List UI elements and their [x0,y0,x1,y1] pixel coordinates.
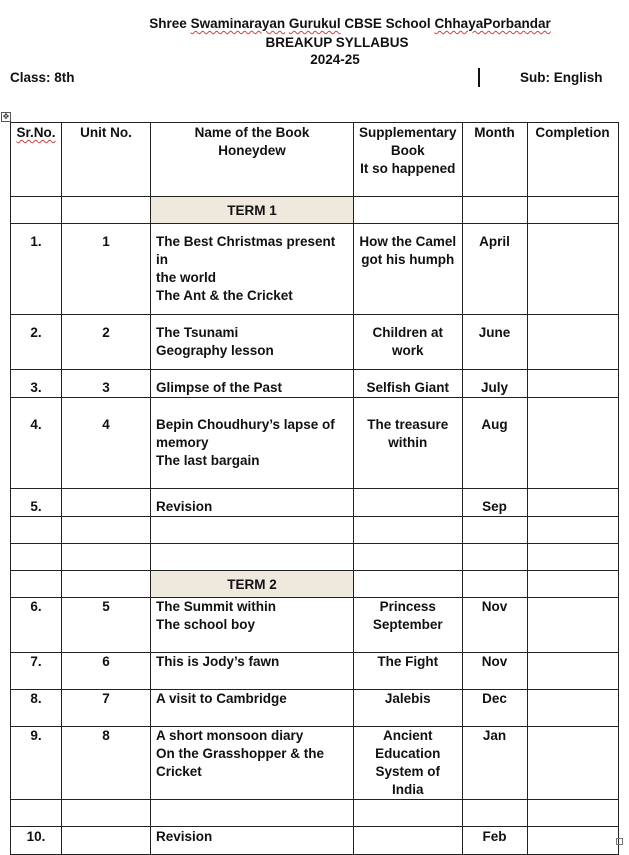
table-row [11,398,619,489]
unit-cell: 3 [62,370,151,398]
book-cell: A visit to Cambridge [151,690,354,727]
text-cursor [478,68,480,87]
book-cell: A short monsoon diary On the Grasshopper & the Cricket [151,727,354,800]
sr-cell: 2. [11,315,62,370]
completion-cell[interactable] [527,315,618,370]
school-name-mid: CBSE School [344,16,431,31]
school-name [0,15,629,33]
month-cell: Sep [462,489,527,517]
supplementary-cell [354,827,463,855]
table-row [11,690,619,727]
supplementary-cell: The treasure within [354,398,463,489]
col-header-sr: Sr.No. [11,123,62,197]
completion-cell[interactable] [527,827,618,855]
empty-row [11,544,619,571]
sr-cell: 3. [11,370,62,398]
col-header-month: Month [462,123,527,197]
unit-cell: 7 [62,690,151,727]
table-row [11,370,619,398]
sr-cell: 4. [11,398,62,489]
academic-year: 2024-25 [310,52,360,67]
table-row [11,224,619,315]
supplementary-cell: The Fight [354,653,463,690]
book-cell: This is Jody’s fawn [151,653,354,690]
month-cell: June [462,315,527,370]
supplementary-cell [354,489,463,517]
completion-cell[interactable] [527,690,618,727]
month-cell: July [462,370,527,398]
completion-cell[interactable] [527,370,618,398]
document-title: BREAKUP SYLLABUS [265,35,409,50]
empty-row [11,517,619,544]
unit-cell [62,489,151,517]
sr-cell: 9. [11,727,62,800]
completion-cell[interactable] [527,653,618,690]
month-cell: Aug [462,398,527,489]
unit-cell: 6 [62,653,151,690]
table-row [11,827,619,855]
subject-label: Sub: English [520,70,603,85]
unit-cell: 5 [62,598,151,653]
book-cell: The Tsunami Geography lesson [151,315,354,370]
table-resize-handle[interactable] [616,838,623,845]
table-row [11,598,619,653]
col-header-book: Name of the Book Honeydew [151,123,354,197]
completion-cell[interactable] [527,224,618,315]
supplementary-cell: Children at work [354,315,463,370]
supplementary-cell: Princess September [354,598,463,653]
term-row [11,197,619,224]
class-label: Class: 8th [10,70,75,85]
table-move-handle-icon[interactable]: ✥ [2,112,10,121]
col-header-unit: Unit No. [62,123,151,197]
school-prefix: Shree [149,16,187,31]
table-row [11,315,619,370]
school-place: ChhayaPorbandar [434,16,551,31]
term-1-label: TERM 1 [151,197,354,224]
school-name-part-1: Swaminarayan [190,16,286,31]
sr-cell: 7. [11,653,62,690]
syllabus-table [10,122,619,855]
term-2-label: TERM 2 [151,571,354,598]
header-row [11,123,619,197]
sr-cell: 8. [11,690,62,727]
unit-cell [62,827,151,855]
empty-row [11,800,619,827]
table-row [11,653,619,690]
month-cell: Feb [462,827,527,855]
table-row [11,489,619,517]
col-header-completion: Completion [527,123,618,197]
book-cell: Revision [151,827,354,855]
book-cell: Glimpse of the Past [151,370,354,398]
completion-cell[interactable] [527,489,618,517]
unit-cell: 2 [62,315,151,370]
book-cell: The Best Christmas present in the world The Ant & the Cricket [151,224,354,315]
month-cell: Nov [462,653,527,690]
sr-cell: 1. [11,224,62,315]
completion-cell[interactable] [527,398,618,489]
supplementary-cell: Jalebis [354,690,463,727]
school-name-part-2: Gurukul [288,16,341,31]
month-cell: Dec [462,690,527,727]
month-cell: Jan [462,727,527,800]
completion-cell[interactable] [527,598,618,653]
sr-cell: 6. [11,598,62,653]
sr-cell: 10. [11,827,62,855]
unit-cell: 8 [62,727,151,800]
book-cell: Bepin Choudhury’s lapse of memory The last bargain [151,398,354,489]
month-cell: Nov [462,598,527,653]
completion-cell[interactable] [527,727,618,800]
supplementary-cell: Selfish Giant [354,370,463,398]
unit-cell: 1 [62,224,151,315]
book-cell: Revision [151,489,354,517]
table-row [11,727,619,800]
month-cell: April [462,224,527,315]
term-row [11,571,619,598]
sr-cell: 5. [11,489,62,517]
supplementary-cell: Ancient Education System of India [354,727,463,800]
unit-cell: 4 [62,398,151,489]
col-header-supplementary: Supplementary Book It so happened [354,123,463,197]
book-cell: The Summit within The school boy [151,598,354,653]
supplementary-cell: How the Camel got his humph [354,224,463,315]
